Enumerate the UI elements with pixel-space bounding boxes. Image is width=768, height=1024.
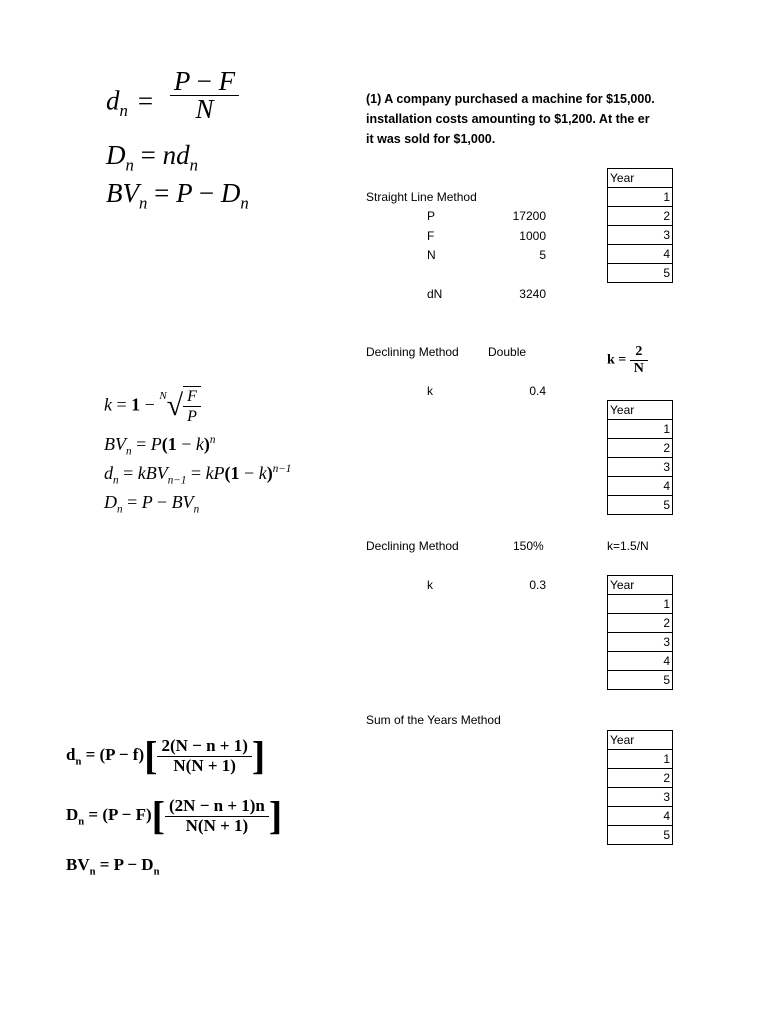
declining-double-k-formula [607, 344, 648, 377]
year-cell[interactable]: 5 [608, 826, 673, 845]
year-cell[interactable]: 1 [608, 420, 673, 439]
declining-150-title: Declining Method [366, 539, 459, 553]
straight-line-value-dN: 3240 [519, 287, 546, 301]
problem-line-3: it was sold for $1,000. [366, 132, 496, 146]
k-formula-denominator: N [630, 360, 648, 377]
declining-150-type: 150% [513, 539, 544, 553]
declining-double-type: Double [488, 345, 527, 359]
formula-dn-straight: $d_n$ = $\frac{P - F}{N}$ [106, 76, 249, 134]
straight-line-label-dN: dN [427, 287, 443, 301]
year-cell[interactable]: 2 [608, 207, 673, 226]
year-cell[interactable]: 3 [608, 458, 673, 477]
year-cell[interactable]: 5 [608, 496, 673, 515]
straight-line-label-N: N [427, 248, 436, 262]
straight-line-label-P: P [427, 209, 436, 223]
year-cell[interactable]: 3 [608, 633, 673, 652]
formula-declining [104, 386, 291, 517]
year-cell[interactable]: 5 [608, 671, 673, 690]
year-table-header: Year [608, 576, 673, 595]
year-cell[interactable]: 1 [608, 750, 673, 769]
year-table-header: Year [608, 169, 673, 188]
problem-line-1: (1) A company purchased a machine for $15,000. [366, 92, 655, 106]
year-cell[interactable]: 4 [608, 652, 673, 671]
declining-double-title: Declining Method [366, 345, 459, 359]
formula-Dn-syd: $D_n = (P - F)$[ $\frac{(2N - n + 1)n}{N(N + 1)}$ ] [66, 793, 283, 838]
year-table-straight-line [607, 168, 673, 283]
year-cell[interactable]: 5 [608, 264, 673, 283]
straight-line-title: Straight Line Method [366, 190, 477, 204]
formula-sum-years [66, 733, 283, 878]
formula-BVn-declining: $BV_n = P(1 - k)^n$ [104, 434, 216, 458]
year-cell[interactable]: 2 [608, 439, 673, 458]
formula-Dn-straight: $D_n = nd_n$ [106, 140, 198, 175]
year-cell[interactable]: 3 [608, 226, 673, 245]
year-cell[interactable]: 1 [608, 188, 673, 207]
declining-double-k-label: k [427, 384, 433, 398]
problem-line-2: installation costs amounting to $1,200. At the er [366, 112, 650, 126]
year-cell[interactable]: 4 [608, 245, 673, 264]
year-cell[interactable]: 1 [608, 595, 673, 614]
straight-line-value-N: 5 [539, 248, 546, 262]
formula-BVn-syd: $BV_n = P - D_n$ [66, 855, 160, 878]
year-cell[interactable]: 3 [608, 788, 673, 807]
year-table-header: Year [608, 731, 673, 750]
year-cell[interactable]: 4 [608, 807, 673, 826]
formula-dn-declining: $d_n = kBV_{n-1} = kP(1 - k)^{n-1}$ [104, 462, 292, 487]
year-cell[interactable]: 2 [608, 769, 673, 788]
year-cell[interactable]: 4 [608, 477, 673, 496]
formula-straight-line [106, 66, 249, 213]
k-formula-label: k = [607, 352, 627, 368]
formula-k-declining: k = 1 − $^N$√ $\frac{F}{P}$ [104, 386, 291, 432]
year-table-declining-150 [607, 575, 673, 690]
declining-double-k-value: 0.4 [529, 384, 546, 398]
straight-line-label-F: F [427, 229, 435, 243]
year-table-header: Year [608, 401, 673, 420]
formula-dn-syd: $d_n = (P - f)$[ $\frac{2(N - n + 1)}{N(N + 1)}$ ] [66, 733, 266, 778]
declining-150-k-value: 0.3 [529, 578, 546, 592]
year-cell[interactable]: 2 [608, 614, 673, 633]
year-table-declining-double [607, 400, 673, 515]
straight-line-value-F: 1000 [519, 229, 546, 243]
formula-Dn-declining: $D_n = P - BV_n$ [104, 491, 200, 516]
k-formula-numerator: 2 [635, 344, 643, 359]
year-table-sum-years [607, 730, 673, 845]
declining-150-k-formula: k=1.5/N [607, 539, 649, 553]
straight-line-value-P: 17200 [512, 209, 546, 223]
formula-BVn-straight: $BV_n = P - D_n$ [106, 178, 249, 213]
sum-years-title: Sum of the Years Method [366, 713, 501, 727]
declining-150-k-label: k [427, 578, 433, 592]
